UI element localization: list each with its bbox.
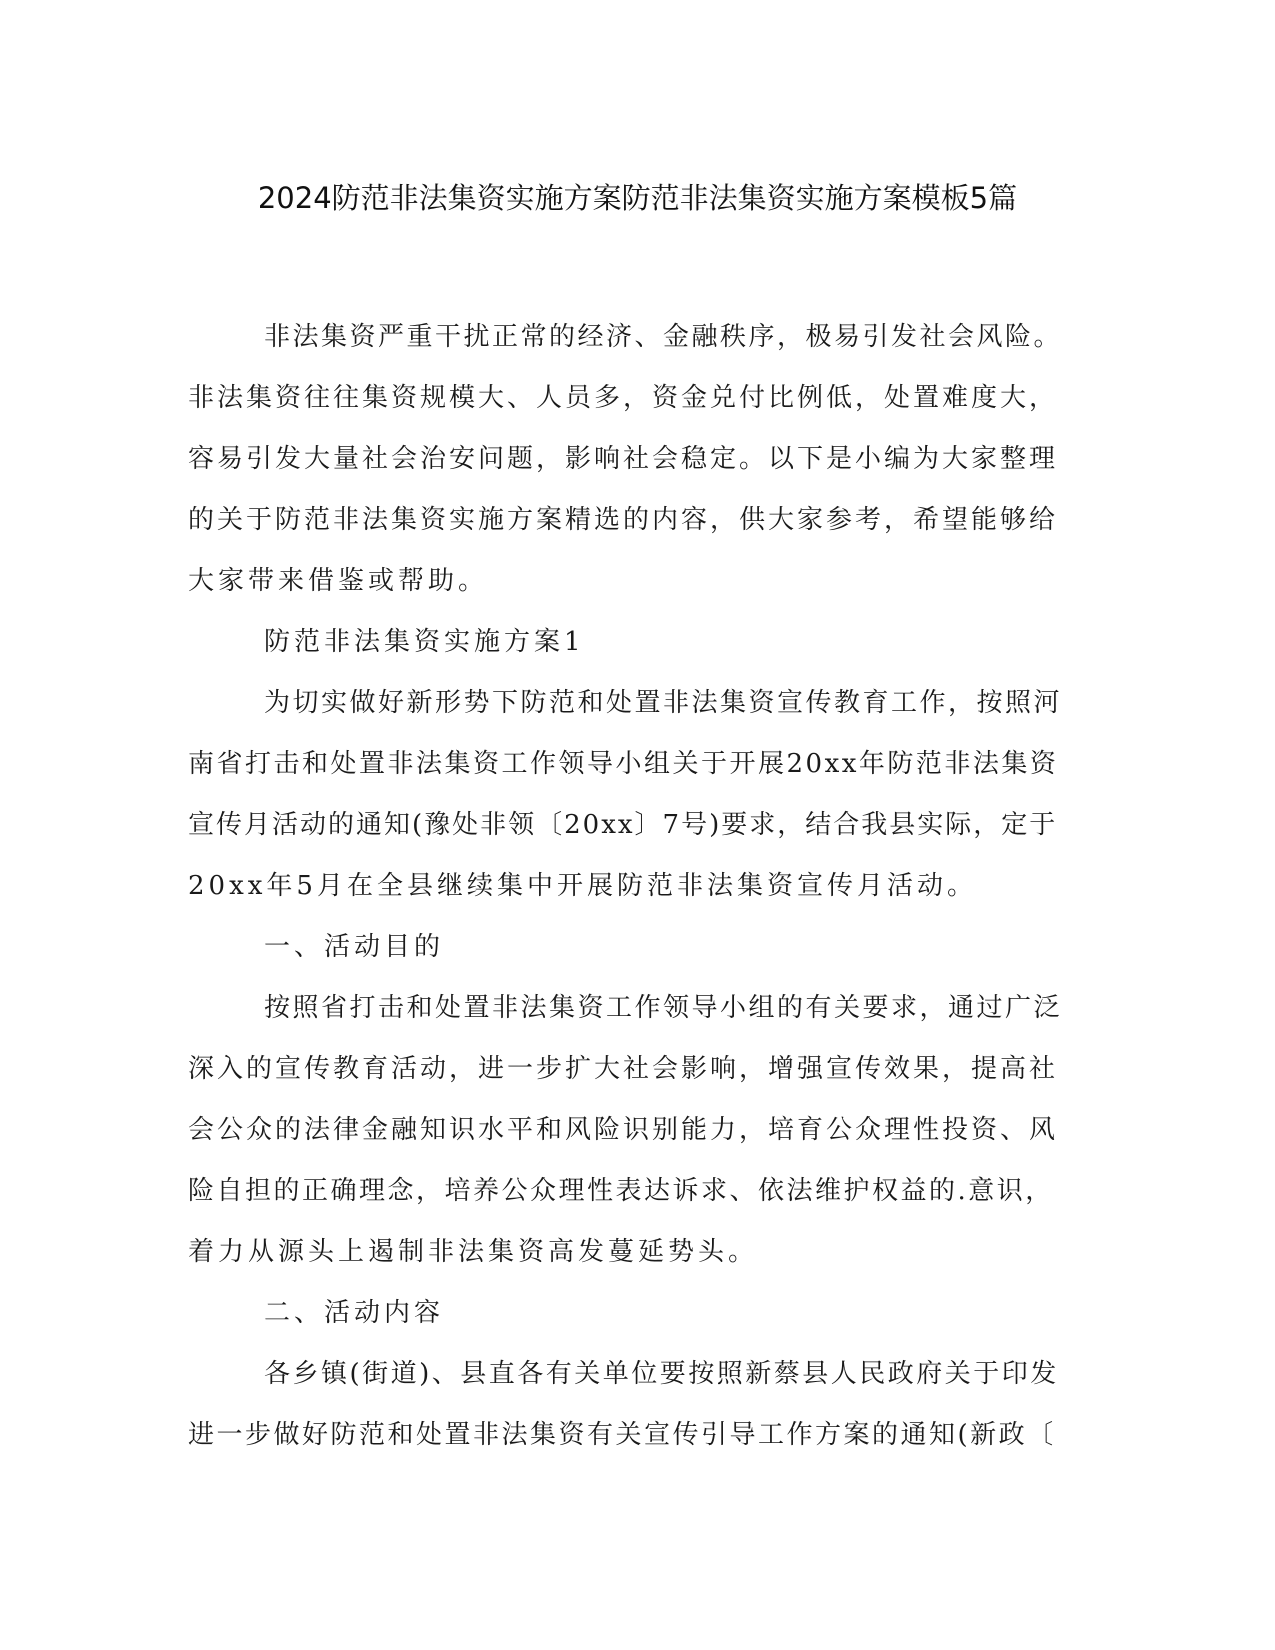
body-line: 非法集资往往集资规模大、人员多，资金兑付比例低，处置难度大， [188,383,1059,413]
body-line: 为切实做好新形势下防范和处置非法集资宣传教育工作，按照河 [264,688,1063,718]
body-line: 会公众的法律金融知识水平和风险识别能力，培育公众理性投资、风 [188,1115,1059,1145]
body-line: 着力从源头上遏制非法集资高发蔓延势头。 [188,1237,759,1267]
body-line: 深入的宣传教育活动，进一步扩大社会影响，增强宣传效果，提高社 [188,1054,1059,1084]
body-line: 进一步做好防范和处置非法集资有关宣传引导工作方案的通知(新政〔 [188,1420,1056,1450]
body-line: 20xx年5月在全县继续集中开展防范非法集资宣传月活动。 [188,871,977,901]
body-line: 防范非法集资实施方案1 [264,627,585,657]
body-line: 险自担的正确理念，培养公众理性表达诉求、依法维护权益的.意识， [188,1176,1054,1206]
document-body [188,307,1068,1466]
body-line: 二、活动内容 [264,1298,445,1328]
body-line: 容易引发大量社会治安问题，影响社会稳定。以下是小编为大家整理 [188,444,1059,474]
body-line: 各乡镇(街道)、县直各有关单位要按照新蔡县人民政府关于印发 [264,1359,1059,1389]
body-line: 非法集资严重干扰正常的经济、金融秩序，极易引发社会风险。 [264,322,1063,352]
body-line: 宣传月活动的通知(豫处非领〔20xx〕7号)要求，结合我县实际，定于 [188,810,1058,840]
body-line: 按照省打击和处置非法集资工作领导小组的有关要求，通过广泛 [264,993,1063,1023]
document-title: 2024防范非法集资实施方案防范非法集资实施方案模板5篇 [257,181,1018,215]
body-line: 的关于防范非法集资实施方案精选的内容，供大家参考，希望能够给 [188,505,1059,535]
body-line: 大家带来借鉴或帮助。 [188,566,489,596]
body-line: 南省打击和处置非法集资工作领导小组关于开展20xx年防范非法集资 [188,749,1059,779]
body-line: 一、活动目的 [264,932,445,962]
